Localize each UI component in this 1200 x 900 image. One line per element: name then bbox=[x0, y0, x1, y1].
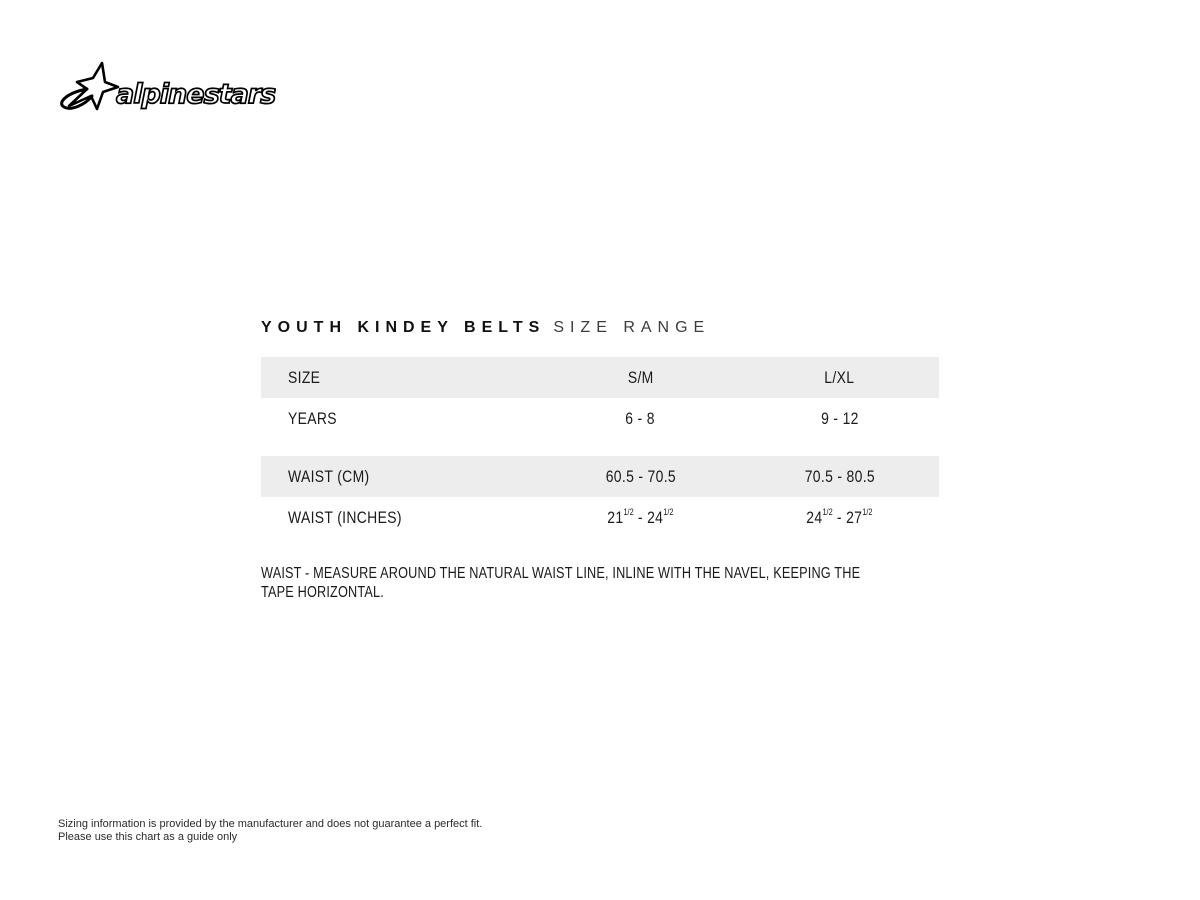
measure-note-line-2: TAPE HORIZONTAL. bbox=[261, 584, 384, 601]
table-row bbox=[261, 497, 939, 538]
alpinestars-logo bbox=[56, 60, 276, 116]
page-title bbox=[261, 318, 939, 337]
size-table bbox=[261, 357, 939, 538]
cell-value: 70.5 - 80.5 bbox=[804, 466, 875, 486]
row-label: YEARS bbox=[288, 408, 337, 428]
row-label: WAIST (INCHES) bbox=[288, 507, 402, 527]
cell-value: S/M bbox=[627, 367, 654, 387]
cell-value: $21^{1/2} - 24^{1/2}$ bbox=[607, 506, 674, 527]
alpinestars-wordmark: alpinestars bbox=[116, 79, 276, 110]
disclaimer-line-2: Please use this chart as a guide only bbox=[58, 830, 238, 843]
alpinestars-star-icon bbox=[56, 60, 276, 116]
cell-value: 60.5 - 70.5 bbox=[605, 466, 676, 486]
disclaimer bbox=[58, 818, 482, 843]
row-label: SIZE bbox=[288, 367, 321, 387]
measure-note-line-1: WAIST - MEASURE AROUND THE NATURAL WAIST LINE, INLINE WITH THE NAVEL, KEEPING THE bbox=[261, 565, 861, 582]
table-row bbox=[261, 456, 939, 497]
cell-value: L/XL bbox=[824, 367, 855, 387]
title-product: YOUTH KINDEY BELTS bbox=[261, 319, 546, 336]
disclaimer-line-1: Sizing information is provided by the manufacturer and does not guarantee a perfect fit. bbox=[58, 818, 483, 830]
measure-note bbox=[261, 564, 939, 602]
cell-value: $24^{1/2} - 27^{1/2}$ bbox=[806, 506, 873, 527]
table-row bbox=[261, 398, 939, 439]
size-chart-content bbox=[261, 318, 939, 602]
cell-value: 9 - 12 bbox=[820, 408, 859, 428]
table-row bbox=[261, 357, 939, 398]
cell-value: 6 - 8 bbox=[625, 408, 656, 428]
title-suffix: SIZE RANGE bbox=[553, 319, 711, 336]
row-label: WAIST (CM) bbox=[288, 466, 370, 486]
